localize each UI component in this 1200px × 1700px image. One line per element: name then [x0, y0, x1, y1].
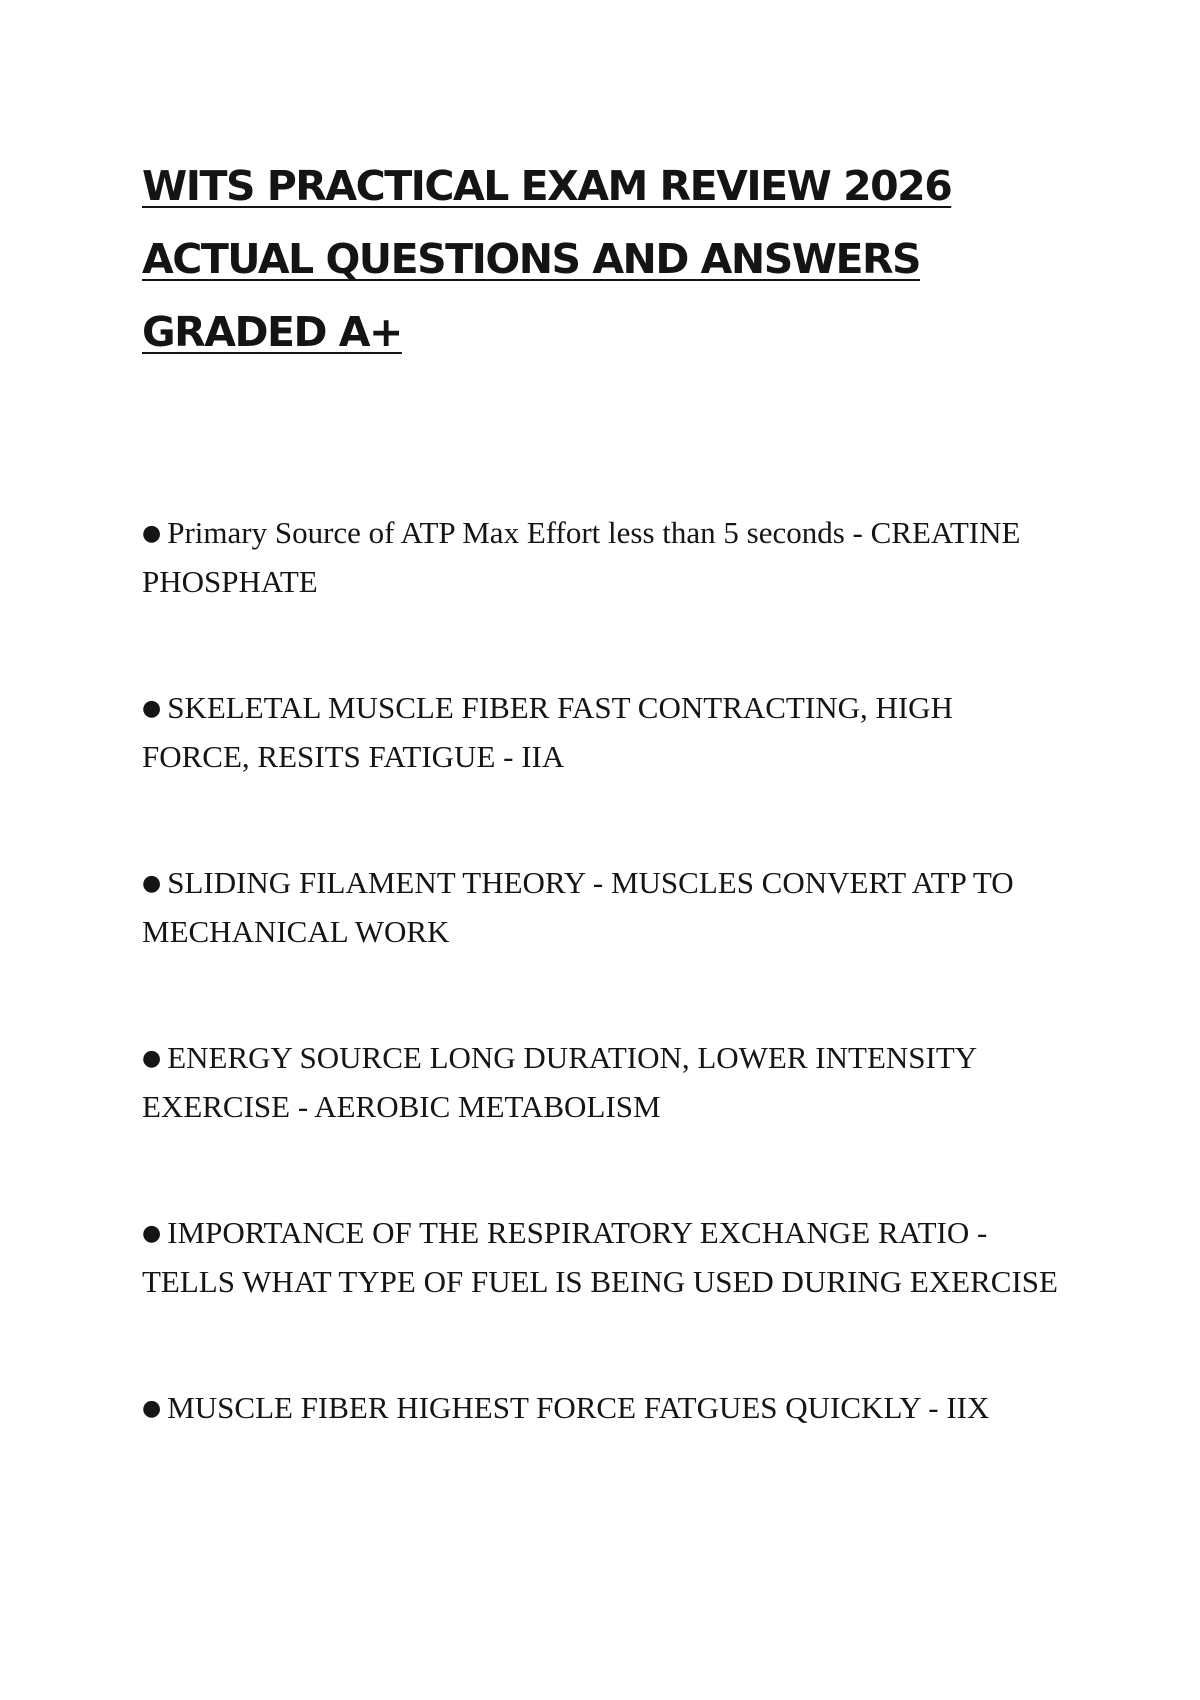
qa-item	[142, 510, 1062, 604]
bullet-icon: ●	[142, 871, 162, 896]
qa-list	[142, 510, 1062, 1515]
qa-item	[142, 1035, 1062, 1129]
bullet-icon: ●	[142, 1046, 162, 1071]
qa-item	[142, 685, 1062, 779]
qa-item	[142, 1210, 1062, 1304]
document-title: WITS PRACTICAL EXAM REVIEW 2026 ACTUAL QUESTIONS AND ANSWERS GRADED A+	[142, 162, 952, 356]
bullet-icon: ●	[142, 1221, 162, 1246]
qa-item-text: SKELETAL MUSCLE FIBER FAST CONTRACTING, HIGH FORCE, RESITS FATIGUE - IIA	[142, 690, 953, 774]
qa-item-text: ENERGY SOURCE LONG DURATION, LOWER INTENSITY EXERCISE - AEROBIC METABOLISM	[142, 1040, 977, 1124]
bullet-icon: ●	[142, 696, 162, 721]
qa-item	[142, 860, 1062, 954]
qa-item-text: IMPORTANCE OF THE RESPIRATORY EXCHANGE RATIO - TELLS WHAT TYPE OF FUEL IS BEING USED DURING EXERCISE	[142, 1215, 1058, 1299]
qa-item	[142, 1385, 1062, 1434]
qa-item-text: MUSCLE FIBER HIGHEST FORCE FATGUES QUICKLY - IIX	[167, 1390, 990, 1425]
qa-item-text: Primary Source of ATP Max Effort less than 5 seconds - CREATINE PHOSPHATE	[142, 515, 1021, 599]
bullet-icon: ●	[142, 521, 162, 546]
qa-item-text: SLIDING FILAMENT THEORY - MUSCLES CONVERT ATP TO MECHANICAL WORK	[142, 865, 1014, 949]
bullet-icon: ●	[142, 1396, 162, 1421]
